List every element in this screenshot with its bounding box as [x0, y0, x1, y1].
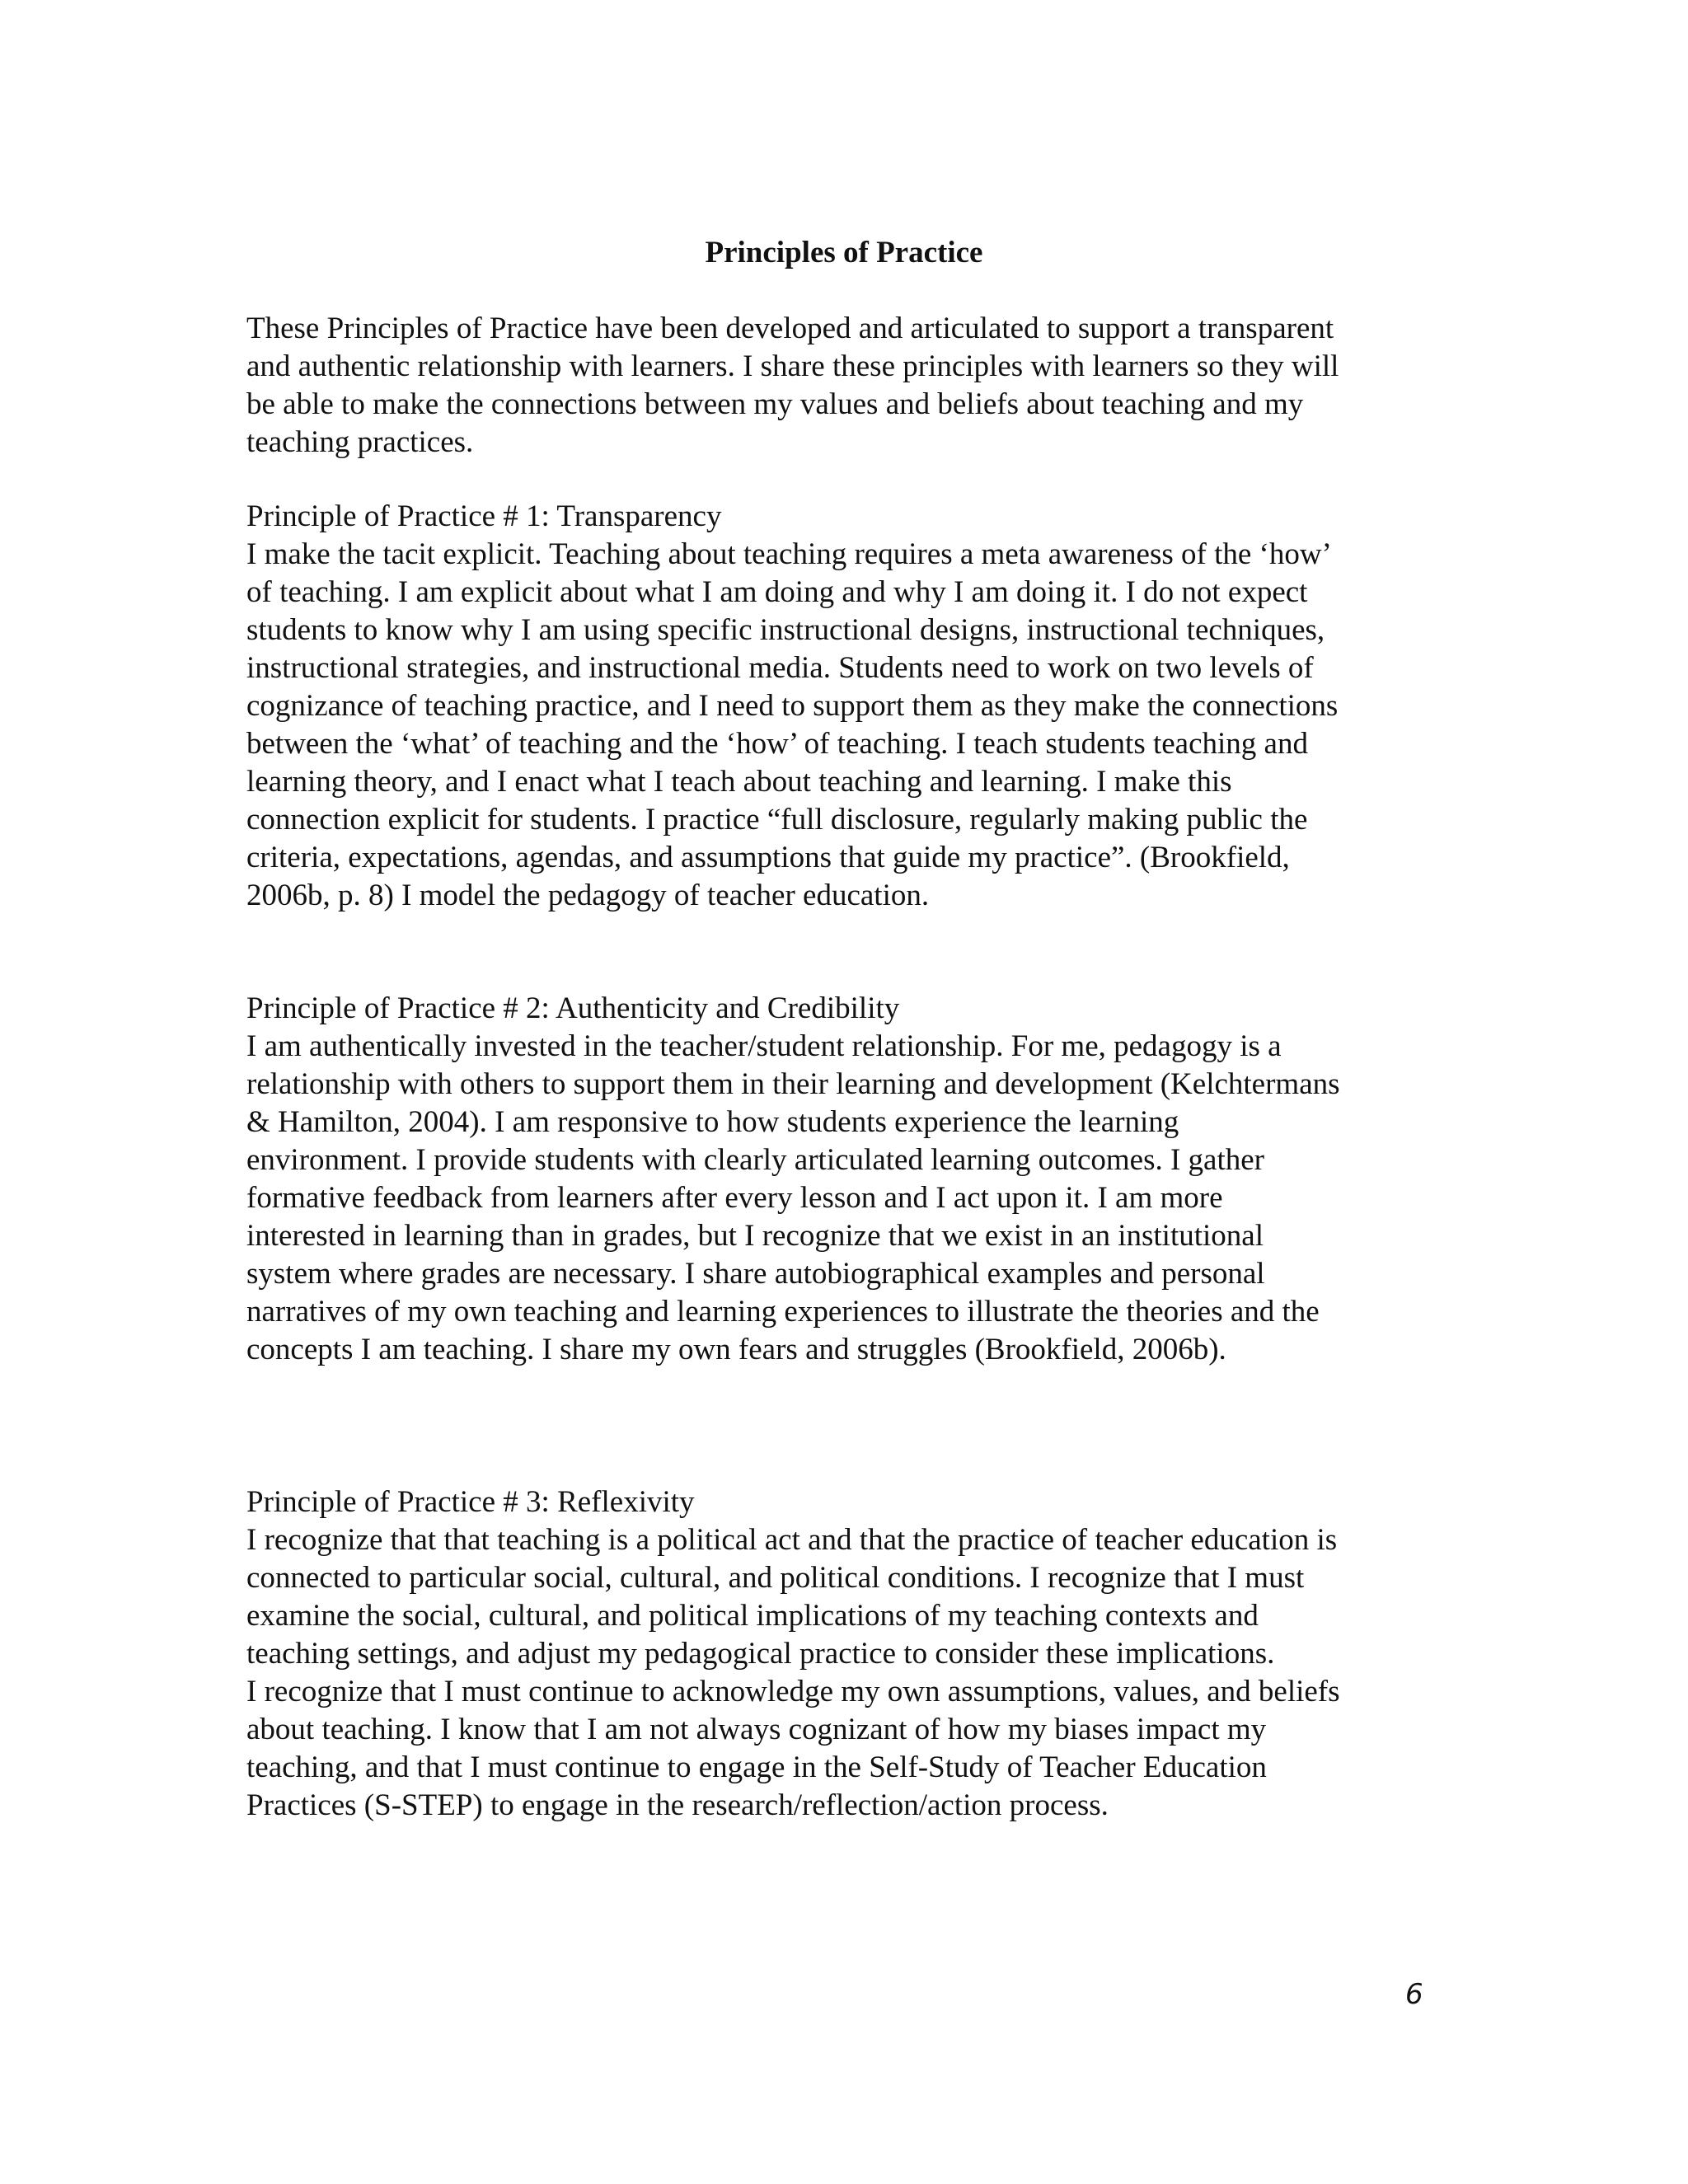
text-line: These Principles of Practice have been developed and articulated to support a transparent	[246, 312, 1334, 345]
text-line: examine the social, cultural, and political implications of my teaching contexts and	[246, 1599, 1259, 1633]
text-line: environment. I provide students with clearly articulated learning outcomes. I gather	[246, 1143, 1264, 1177]
text-line: teaching practices.	[246, 425, 474, 459]
text-line: I recognize that I must continue to acknowledge my own assumptions, values, and beliefs	[246, 1675, 1340, 1708]
text-line: connection explicit for students. I practice “full disclosure, regularly making public the	[246, 803, 1308, 837]
text-line: between the ‘what’ of teaching and the ‘how’ of teaching. I teach students teaching and	[246, 727, 1308, 761]
text-line: cognizance of teaching practice, and I need to support them as they make the connections	[246, 689, 1339, 723]
text-line: 2006b, p. 8) I model the pedagogy of teacher education.	[246, 879, 930, 912]
text-line: of teaching. I am explicit about what I am doing and why I am doing it. I do not expect	[246, 575, 1308, 609]
page-number: 6	[1405, 1978, 1423, 2011]
principle-1-section	[246, 498, 1450, 915]
text-line: criteria, expectations, agendas, and assumptions that guide my practice”. (Brookfield,	[246, 841, 1290, 874]
text-line: Practices (S-STEP) to engage in the research/reflection/action process.	[246, 1788, 1109, 1822]
page-title: Principles of Practice	[705, 236, 983, 269]
text-line: about teaching. I know that I am not always cognizant of how my biases impact my	[246, 1713, 1267, 1746]
text-line: students to know why I am using specific instructional designs, instructional techniques,	[246, 613, 1325, 647]
text-line: relationship with others to support them in their learning and development (Kelchtermans	[246, 1067, 1340, 1101]
intro-paragraph	[246, 310, 1450, 462]
text-line: I make the tacit explicit. Teaching about teaching requires a meta awareness of the ‘how’	[246, 537, 1332, 571]
principle-heading: Principle of Practice # 1: Transparency	[246, 499, 722, 533]
text-line: I am authentically invested in the teacher/student relationship. For me, pedagogy is a	[246, 1029, 1282, 1063]
text-line: formative feedback from learners after every lesson and I act upon it. I am more	[246, 1181, 1223, 1215]
text-line: connected to particular social, cultural, and political conditions. I recognize that I must	[246, 1561, 1305, 1595]
text-line: be able to make the connections between my values and beliefs about teaching and my	[246, 387, 1304, 421]
text-line: narratives of my own teaching and learning experiences to illustrate the theories and the	[246, 1295, 1320, 1329]
principle-3-section	[246, 1483, 1450, 1825]
text-line: & Hamilton, 2004). I am responsive to how students experience the learning	[246, 1105, 1179, 1139]
text-line: I recognize that that teaching is a political act and that the practice of teacher education is	[246, 1523, 1338, 1557]
text-line: system where grades are necessary. I share autobiographical examples and personal	[246, 1257, 1265, 1291]
text-line: and authentic relationship with learners. I share these principles with learners so they will	[246, 349, 1339, 383]
principle-heading: Principle of Practice # 3: Reflexivity	[246, 1485, 695, 1519]
text-line: interested in learning than in grades, but I recognize that we exist in an institutional	[246, 1219, 1264, 1253]
text-line: teaching settings, and adjust my pedagogical practice to consider these implications.	[246, 1637, 1275, 1671]
principle-heading: Principle of Practice # 2: Authenticity and Credibility	[246, 991, 900, 1025]
text-line: concepts I am teaching. I share my own fears and struggles (Brookfield, 2006b).	[246, 1333, 1226, 1366]
text-line: learning theory, and I enact what I teach about teaching and learning. I make this	[246, 765, 1232, 799]
text-line: teaching, and that I must continue to engage in the Self-Study of Teacher Education	[246, 1750, 1267, 1784]
principle-2-section	[246, 990, 1450, 1369]
text-line: instructional strategies, and instructional media. Students need to work on two levels of	[246, 651, 1314, 685]
